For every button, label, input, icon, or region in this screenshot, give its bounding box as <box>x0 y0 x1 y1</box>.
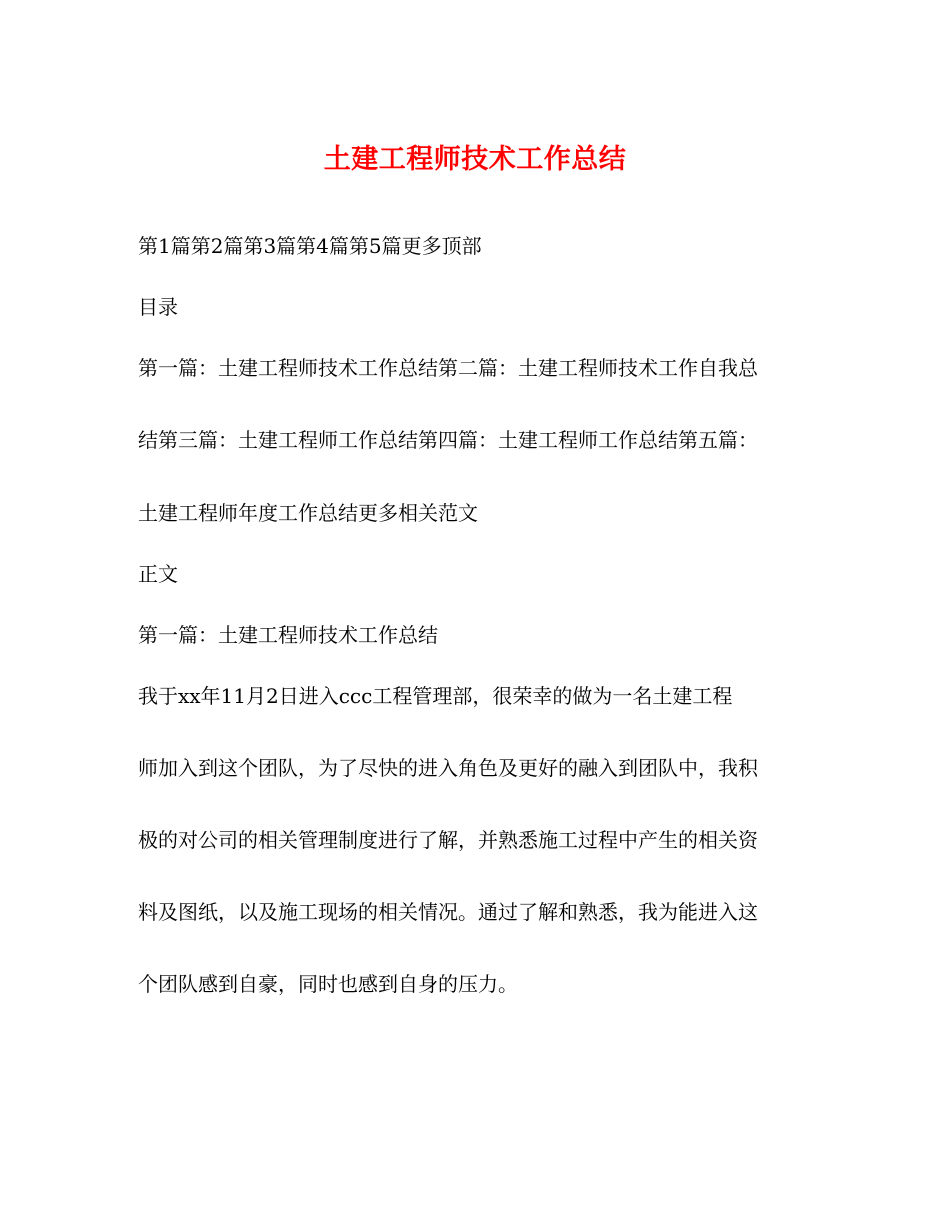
paragraph-line: 个团队感到自豪，同时也感到自身的压力。 <box>138 972 518 996</box>
toc-line: 土建工程师年度工作总结更多相关范文 <box>138 501 478 525</box>
section-heading: 第一篇：土建工程师技术工作总结 <box>138 623 438 647</box>
paragraph-line: 料及图纸，以及施工现场的相关情况。通过了解和熟悉，我为能进入这 <box>138 900 758 924</box>
toc-line: 第一篇：土建工程师技术工作总结第二篇：土建工程师技术工作自我总 <box>138 356 758 380</box>
paragraph-line: 极的对公司的相关管理制度进行了解，并熟悉施工过程中产生的相关资 <box>138 828 758 852</box>
toc-line: 结第三篇：土建工程师工作总结第四篇：土建工程师工作总结第五篇： <box>138 428 758 452</box>
body-heading: 正文 <box>138 562 178 586</box>
paragraph-line: 我于xx年11月2日进入ccc工程管理部，很荣幸的做为一名土建工程 <box>138 684 733 708</box>
article-nav: 第1篇第2篇第3篇第4篇第5篇更多顶部 <box>138 234 482 258</box>
paragraph-line: 师加入到这个团队，为了尽快的进入角色及更好的融入到团队中，我积 <box>138 756 758 780</box>
toc-heading: 目录 <box>138 295 178 319</box>
document-title: 土建工程师技术工作总结 <box>323 144 627 175</box>
